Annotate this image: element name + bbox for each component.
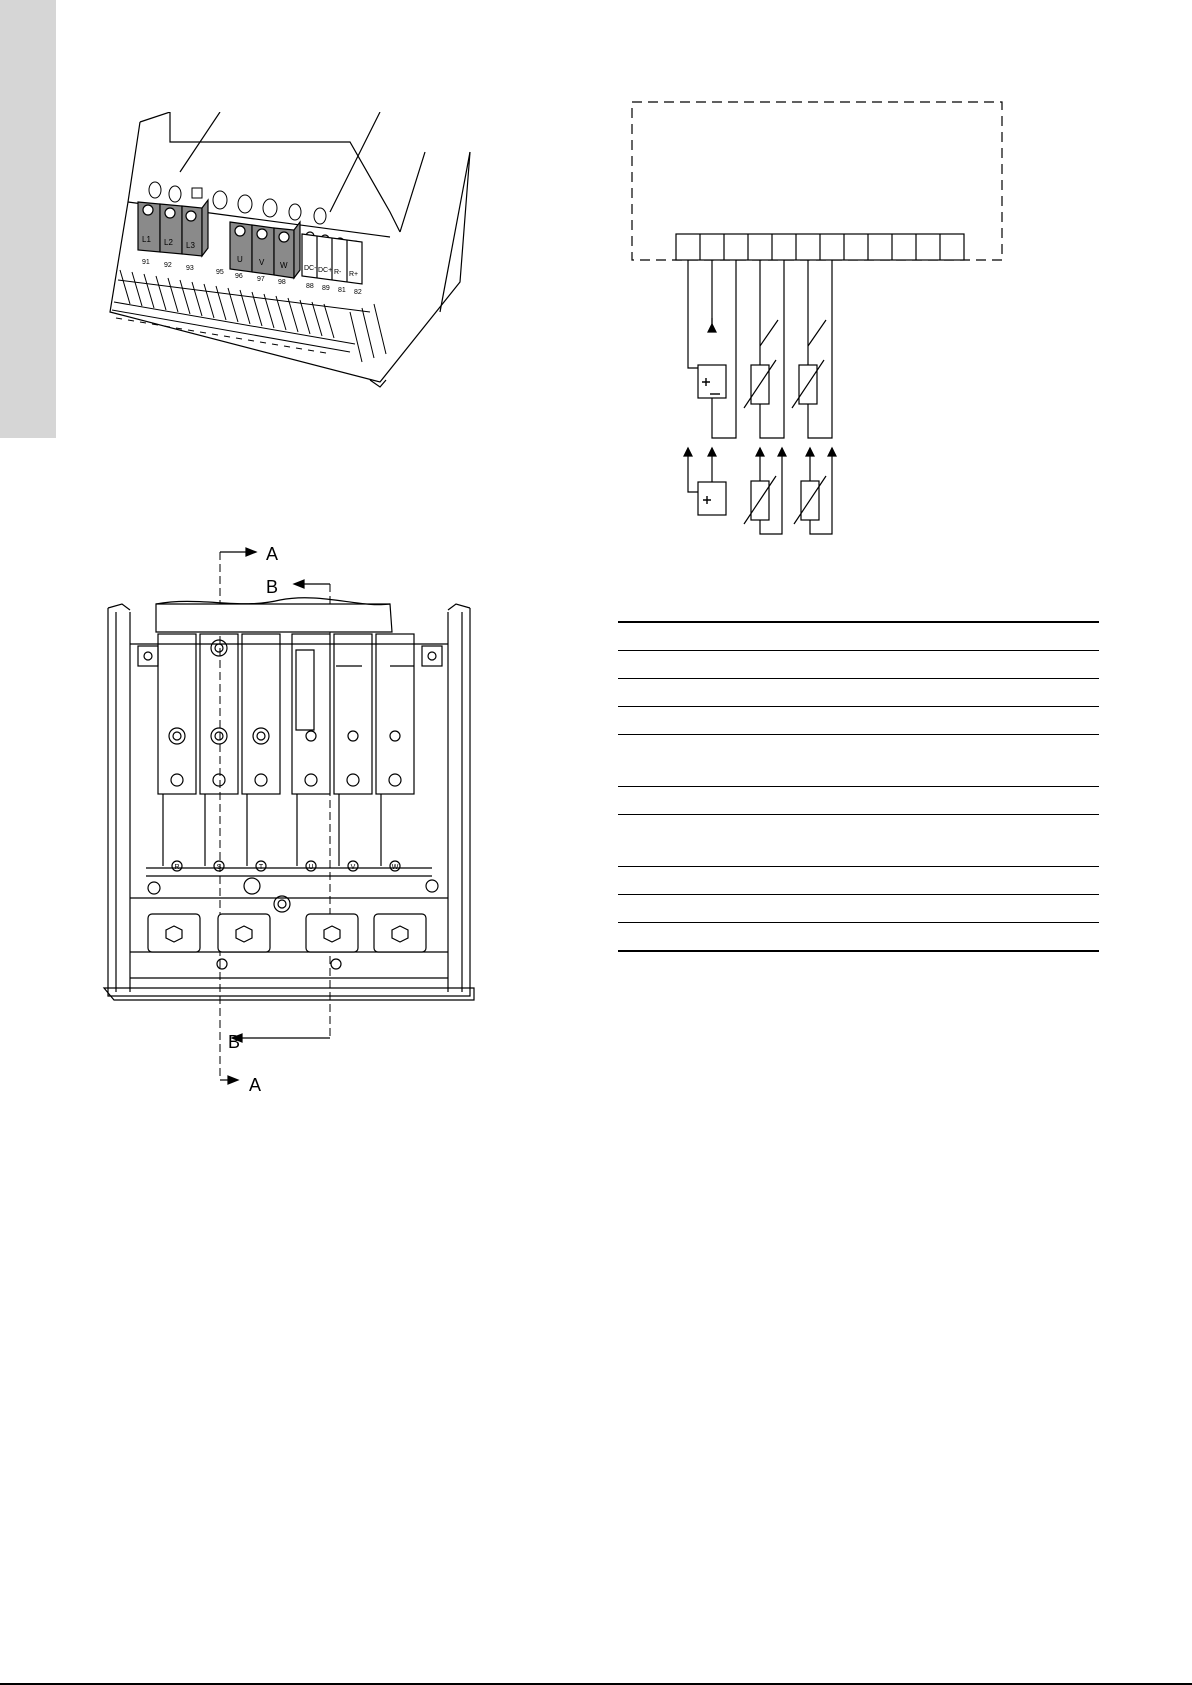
table-row	[618, 735, 1099, 787]
label-l3: L3	[186, 241, 195, 250]
table-row	[618, 815, 1099, 867]
label-88: 88	[306, 283, 314, 290]
bus-label-w: W	[391, 864, 399, 871]
section-b-top-label: B	[266, 577, 279, 597]
bus-label-s: S	[216, 864, 222, 871]
bus-label-r: R	[174, 864, 180, 871]
label-dc-plus: DC+	[318, 267, 333, 274]
label-w: W	[280, 261, 288, 270]
label-u: U	[237, 255, 243, 264]
table-row	[618, 787, 1099, 815]
label-97: 97	[257, 276, 265, 283]
label-93: 93	[186, 265, 194, 272]
label-81: 81	[338, 287, 346, 294]
label-96: 96	[235, 273, 243, 280]
section-a-top-label: A	[266, 544, 279, 564]
table-row	[618, 707, 1099, 735]
section-a-bottom-label: A	[249, 1075, 262, 1095]
table-row	[618, 651, 1099, 679]
bus-label-v: V	[350, 864, 356, 871]
table-row	[618, 867, 1099, 895]
label-dc-minus: DC-	[304, 265, 317, 272]
spec-table	[618, 621, 1099, 952]
table-row	[618, 621, 1099, 651]
label-l2: L2	[164, 238, 173, 247]
label-89: 89	[322, 285, 330, 292]
terminal-block-figure	[100, 112, 480, 412]
label-92: 92	[164, 262, 172, 269]
label-v: V	[259, 258, 265, 267]
bus-label-u: U	[308, 864, 314, 871]
wiring-diagram	[620, 92, 1020, 552]
label-r-plus: R+	[349, 271, 359, 278]
label-95: 95	[216, 269, 224, 276]
bus-label-t: T	[258, 864, 264, 871]
section-b-bottom-label: B	[228, 1032, 241, 1052]
label-l1: L1	[142, 235, 151, 244]
table-row	[618, 679, 1099, 707]
label-82: 82	[354, 289, 362, 296]
table-row	[618, 923, 1099, 952]
table-row	[618, 895, 1099, 923]
side-tab	[0, 0, 56, 438]
section-view-figure	[100, 540, 480, 1100]
label-r-minus: R-	[334, 269, 342, 276]
label-98: 98	[278, 279, 286, 286]
label-91: 91	[142, 259, 150, 266]
